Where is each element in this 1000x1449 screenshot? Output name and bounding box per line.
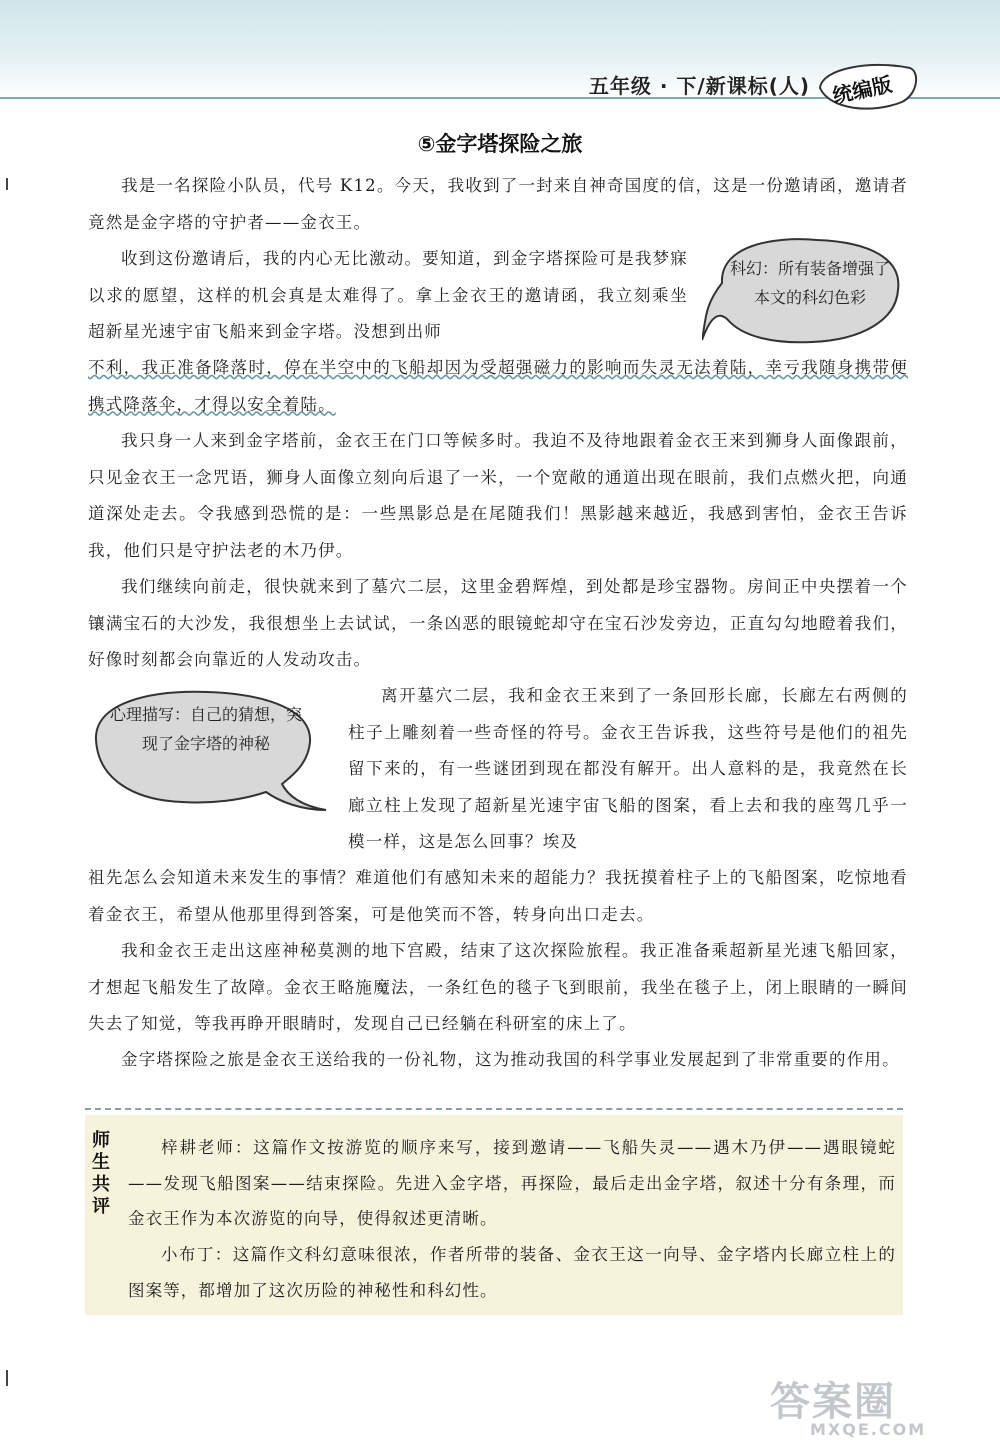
paragraph-7: 金字塔探险之旅是金衣王送给我的一份礼物，这为推动我国的科学事业发展起到了非常重要的作用。 <box>121 1050 900 1069</box>
paragraph-4: 我们继续向前走，很快就来到了墓穴二层，这里金碧辉煌，到处都是珍宝器物。房间正中央摆着一个镶满宝石的大沙发，我很想坐上去试试，一条凶恶的眼镜蛇却守在宝石沙发旁边，正直勾勾地瞪着我们，好像时刻都会向靠近的人发动攻击。 <box>88 577 908 669</box>
annotation-scifi-text: 科幻：所有装备增强了本文的科幻色彩 <box>729 259 890 307</box>
student-comment: 小布丁：这篇作文科幻意味很浓，作者所带的装备、金衣王这一向导、金字塔内长廊立柱上的图案等，都增加了这次历险的神秘性和科幻性。 <box>128 1245 896 1300</box>
paragraph-2-continued: 不利，我正准备降落时，停在半空中的飞船却因为受超强磁力的影响而失灵无法着陆，幸亏我随身携带便携式降落伞，才得以安全着陆。 <box>88 358 908 414</box>
grade-label: 五年级 · 下/新课标(人) <box>588 74 810 98</box>
annotation-bubble-scifi <box>702 228 912 358</box>
annotation-bubble-psychology <box>82 680 332 820</box>
paragraph-2: 收到这份邀请后，我的内心无比激动。要知道，到金字塔探险可是我梦寐以求的愿望，这样的机会真是太难得了。拿上金衣王的邀请函，我立刻乘坐超新星光速宇宙飞船来到金字塔。没想到出师 <box>88 249 688 341</box>
paragraph-1: 我是一名探险小队员，代号 K12。今天，我收到了一封来自神奇国度的信，这是一份邀请函，邀请者竟然是金字塔的守护者——金衣王。 <box>88 176 908 232</box>
article-title: ⑤金字塔探险之旅 <box>417 132 583 156</box>
paragraph-5: 离开墓穴二层，我和金衣王来到了一条回形长廊，长廊左右两侧的柱子上雕刻着一些奇怪的符号。金衣王告诉我，这些符号是他们的祖先留下来的，有一些谜团到现在都没有解开。出人意料的是，我竟然在长廊立柱上发现了超新星光速宇宙飞船的图案，看上去和我的座驾几乎一模一样，这是怎么回事？埃及 <box>348 686 908 851</box>
teacher-comment: 梓耕老师：这篇作文按游览的顺序来写，接到邀请——飞船失灵——遇木乃伊——遇眼镜蛇——发现飞船图案——结束探险。先进入金字塔，再探险，最后走出金字塔，叙述十分有条理，而金衣王作为本次游览的向导，使得叙述更清晰。 <box>128 1138 896 1228</box>
annotation-psychology-text: 心理描写：自己的猜想，突现了金字塔的神秘 <box>109 705 302 753</box>
margin-mark <box>6 178 8 190</box>
comment-side-label: 师生共评 <box>92 1130 110 1217</box>
paragraph-6: 我和金衣王走出这座神秘莫测的地下宫殿，结束了这次探险旅程。我正准备乘超新星光速飞船回家，才想起飞船发生了故障。金衣王略施魔法，一条红色的毯子飞到眼前，我坐在毯子上，闭上眼睛的一瞬间失去了知觉，等我再睁开眼睛时，发现自己已经躺在科研室的床上了。 <box>88 941 908 1033</box>
edition-badge <box>812 58 922 114</box>
watermark-title: 答案圈 <box>770 1379 896 1425</box>
margin-mark <box>6 1370 8 1386</box>
paragraph-5-continued: 祖先怎么会知道未来发生的事情？难道他们有感知未来的超能力？我抚摸着柱子上的飞船图案，吃惊地看着金衣王，希望从他那里得到答案，可是他笑而不答，转身向出口走去。 <box>88 868 908 924</box>
watermark <box>770 1370 970 1440</box>
comment-divider <box>85 1108 903 1110</box>
watermark-url: MXQE.COM <box>810 1420 927 1439</box>
paragraph-3: 我只身一人来到金字塔前，金衣王在门口等候多时。我迫不及待地跟着金衣王来到狮身人面像跟前，只见金衣王一念咒语，狮身人面像立刻向后退了一米，一个宽敞的通道出现在眼前，我们点燃火把，向通道深处走去。令我感到恐慌的是：一些黑影总是在尾随我们！黑影越来越近，我感到害怕，金衣王告诉我，他们只是守护法老的木乃伊。 <box>88 431 908 560</box>
edition-label: 统编版 <box>830 71 895 108</box>
